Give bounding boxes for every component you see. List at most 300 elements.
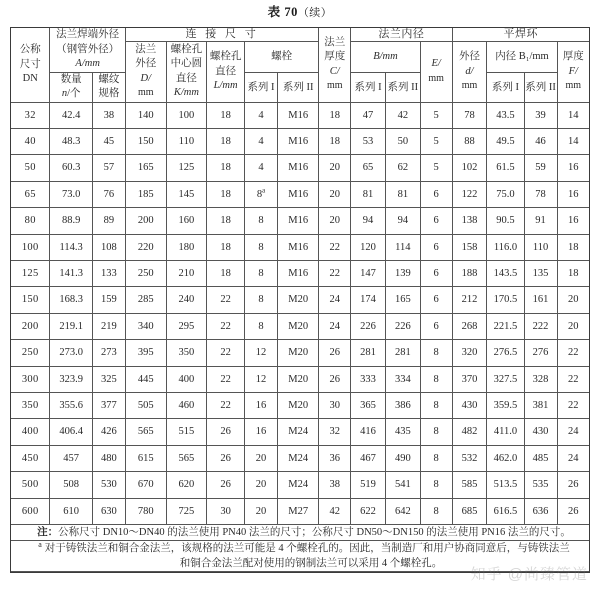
cell-d: 250 xyxy=(125,260,166,286)
cell-dn: 600 xyxy=(11,498,50,524)
cell-a1: 273.0 xyxy=(50,340,92,366)
table-row xyxy=(11,234,589,260)
cell-bb2: 276 xyxy=(524,340,557,366)
cell-f: 16 xyxy=(557,208,589,234)
cell-a1: 355.6 xyxy=(50,392,92,418)
cell-a1: 457 xyxy=(50,445,92,471)
cell-bb1: 143.5 xyxy=(487,260,524,286)
cell-f: 26 xyxy=(557,498,589,524)
cell-f: 26 xyxy=(557,472,589,498)
cell-n: 8 xyxy=(245,234,278,260)
header-thickness-f-line3: mm xyxy=(565,80,582,91)
cell-l: 18 xyxy=(207,260,245,286)
cell-bb1: 116.0 xyxy=(487,234,524,260)
table-row xyxy=(11,419,589,445)
note-lead: 注： xyxy=(37,527,59,538)
header-row-groups xyxy=(11,28,589,42)
cell-b1: 365 xyxy=(351,392,386,418)
cell-k: 100 xyxy=(166,102,207,128)
table-row xyxy=(11,102,589,128)
cell-thread: M16 xyxy=(278,260,319,286)
header-group-flange-id: 法兰内径 xyxy=(351,28,452,42)
cell-e: 6 xyxy=(420,313,452,339)
header-bolt-hole-dia-line3: L/mm xyxy=(213,80,238,91)
header-dn-line1: 公称 xyxy=(19,44,41,55)
cell-k: 145 xyxy=(166,181,207,207)
table-row xyxy=(11,498,589,524)
header-outer-d xyxy=(452,42,487,103)
cell-a2: 273 xyxy=(92,340,125,366)
header-thickness-f xyxy=(557,42,589,103)
header-flange-od-line4: mm xyxy=(137,87,154,99)
cell-bb1: 276.5 xyxy=(487,340,524,366)
header-bolt-circle-line1: 螺栓孔 xyxy=(170,43,203,55)
cell-a2: 108 xyxy=(92,234,125,260)
cell-bb2: 430 xyxy=(524,419,557,445)
header-bolt-hole-dia-line2: 直径 xyxy=(215,65,237,77)
cell-e: 8 xyxy=(420,419,452,445)
cell-a1: 42.4 xyxy=(50,102,92,128)
cell-k: 160 xyxy=(166,208,207,234)
header-e-mm xyxy=(420,42,452,103)
cell-c: 18 xyxy=(319,128,351,154)
cell-bb2: 135 xyxy=(524,260,557,286)
cell-bb1: 411.0 xyxy=(487,419,524,445)
table-row xyxy=(11,181,589,207)
cell-b2: 334 xyxy=(385,366,420,392)
header-dn-line3: DN xyxy=(22,73,38,84)
table-row xyxy=(11,366,589,392)
cell-od: 532 xyxy=(452,445,487,471)
cell-thread: M24 xyxy=(278,419,319,445)
header-e-mm-line2: mm xyxy=(428,72,444,84)
cell-d: 670 xyxy=(125,472,166,498)
cell-bb1: 49.5 xyxy=(487,128,524,154)
cell-c: 30 xyxy=(319,392,351,418)
cell-od: 482 xyxy=(452,419,487,445)
cell-d: 140 xyxy=(125,102,166,128)
cell-a2: 45 xyxy=(92,128,125,154)
cell-n: 8 xyxy=(245,208,278,234)
cell-thread: M16 xyxy=(278,102,319,128)
table-row xyxy=(11,392,589,418)
header-bolt-count xyxy=(50,72,92,102)
cell-b2: 62 xyxy=(385,155,420,181)
cell-a2: 480 xyxy=(92,445,125,471)
cell-dn: 450 xyxy=(11,445,50,471)
cell-b2: 642 xyxy=(385,498,420,524)
cell-bb2: 328 xyxy=(524,366,557,392)
cell-e: 5 xyxy=(420,102,452,128)
cell-bb1: 90.5 xyxy=(487,208,524,234)
cell-c: 26 xyxy=(319,340,351,366)
cell-c: 24 xyxy=(319,313,351,339)
cell-bb2: 78 xyxy=(524,181,557,207)
cell-n: 8 xyxy=(245,287,278,313)
table-container xyxy=(10,27,590,573)
cell-a1: 88.9 xyxy=(50,208,92,234)
cell-bb1: 359.5 xyxy=(487,392,524,418)
cell-f: 14 xyxy=(557,102,589,128)
header-bolt-count-line1: 数量 xyxy=(60,73,82,85)
cell-e: 8 xyxy=(420,445,452,471)
cell-a1: 610 xyxy=(50,498,92,524)
cell-thread: M16 xyxy=(278,181,319,207)
cell-b2: 81 xyxy=(385,181,420,207)
table-title-label: 表 xyxy=(267,5,281,19)
cell-dn: 40 xyxy=(11,128,50,154)
cell-l: 18 xyxy=(207,234,245,260)
header-bolt-circle xyxy=(166,42,207,103)
cell-c: 20 xyxy=(319,155,351,181)
cell-b2: 42 xyxy=(385,102,420,128)
cell-e: 5 xyxy=(420,155,452,181)
cell-l: 22 xyxy=(207,392,245,418)
cell-f: 14 xyxy=(557,128,589,154)
cell-c: 32 xyxy=(319,419,351,445)
cell-a1: 168.3 xyxy=(50,287,92,313)
cell-b1: 120 xyxy=(351,234,386,260)
table-row xyxy=(11,208,589,234)
cell-k: 350 xyxy=(166,340,207,366)
header-flange-id-series-2: 系列 II xyxy=(278,72,319,102)
header-outer-d-line3: mm xyxy=(461,80,478,91)
cell-d: 220 xyxy=(125,234,166,260)
cell-b2: 50 xyxy=(385,128,420,154)
cell-f: 22 xyxy=(557,340,589,366)
cell-l: 30 xyxy=(207,498,245,524)
cell-thread: M24 xyxy=(278,445,319,471)
header-thread-spec-line1: 螺纹 xyxy=(98,73,120,85)
header-thickness-c-line1: 法兰 xyxy=(324,36,346,48)
cell-c: 38 xyxy=(319,472,351,498)
cell-thread: M16 xyxy=(278,155,319,181)
cell-od: 138 xyxy=(452,208,487,234)
cell-c: 22 xyxy=(319,260,351,286)
cell-b1: 147 xyxy=(351,260,386,286)
cell-a2: 76 xyxy=(92,181,125,207)
cell-b2: 94 xyxy=(385,208,420,234)
cell-e: 5 xyxy=(420,128,452,154)
cell-l: 26 xyxy=(207,445,245,471)
cell-l: 18 xyxy=(207,208,245,234)
cell-a1: 141.3 xyxy=(50,260,92,286)
cell-e: 8 xyxy=(420,366,452,392)
cell-od: 320 xyxy=(452,340,487,366)
cell-bb2: 535 xyxy=(524,472,557,498)
table-row xyxy=(11,287,589,313)
cell-k: 110 xyxy=(166,128,207,154)
table-row xyxy=(11,128,589,154)
flange-dimensions-table xyxy=(11,28,589,572)
header-dn-line2: 尺寸 xyxy=(19,58,41,70)
header-weld-od-series-2: 系列 II xyxy=(524,72,557,102)
cell-a2: 89 xyxy=(92,208,125,234)
note-text xyxy=(11,525,589,540)
header-bolt-hole-dia xyxy=(207,42,245,103)
cell-l: 18 xyxy=(207,155,245,181)
cell-thread: M16 xyxy=(278,128,319,154)
cell-bb2: 39 xyxy=(524,102,557,128)
cell-b1: 519 xyxy=(351,472,386,498)
cell-bb1: 75.0 xyxy=(487,181,524,207)
cell-n: 20 xyxy=(245,445,278,471)
cell-c: 42 xyxy=(319,498,351,524)
cell-b2: 281 xyxy=(385,340,420,366)
cell-a2: 219 xyxy=(92,313,125,339)
cell-dn: 32 xyxy=(11,102,50,128)
cell-l: 18 xyxy=(207,181,245,207)
footnote-row xyxy=(11,541,589,572)
header-bolt-count-line2: n/个 xyxy=(61,88,81,99)
header-bolt-circle-line2: 中心圆 xyxy=(170,58,203,70)
footnote-marker: a xyxy=(38,539,42,549)
cell-f: 18 xyxy=(557,260,589,286)
cell-b2: 435 xyxy=(385,419,420,445)
cell-bb1: 221.5 xyxy=(487,313,524,339)
cell-od: 430 xyxy=(452,392,487,418)
cell-thread: M20 xyxy=(278,340,319,366)
cell-f: 24 xyxy=(557,419,589,445)
cell-d: 185 xyxy=(125,181,166,207)
header-b-mm: B/mm xyxy=(351,42,421,73)
header-group-lap-ring: 平焊环 xyxy=(452,28,589,42)
cell-bb1: 462.0 xyxy=(487,445,524,471)
cell-bb2: 485 xyxy=(524,445,557,471)
header-bolt-circle-line4: K/mm xyxy=(173,87,199,99)
cell-f: 16 xyxy=(557,181,589,207)
header-flange-od-line3: D/ xyxy=(140,72,151,84)
cell-b1: 53 xyxy=(351,128,386,154)
table-row xyxy=(11,313,589,339)
cell-e: 8 xyxy=(420,498,452,524)
cell-n: 12 xyxy=(245,366,278,392)
cell-bb2: 110 xyxy=(524,234,557,260)
cell-e: 8 xyxy=(420,472,452,498)
table-title xyxy=(0,0,600,27)
cell-od: 188 xyxy=(452,260,487,286)
cell-b1: 174 xyxy=(351,287,386,313)
header-flange-od xyxy=(125,42,166,103)
cell-b1: 65 xyxy=(351,155,386,181)
cell-f: 20 xyxy=(557,313,589,339)
cell-bb2: 222 xyxy=(524,313,557,339)
cell-n: 4 xyxy=(245,128,278,154)
table-row xyxy=(11,445,589,471)
cell-a2: 325 xyxy=(92,366,125,392)
cell-b1: 622 xyxy=(351,498,386,524)
header-flange-od-line1: 法兰 xyxy=(135,43,157,55)
header-group-connection: 连 接 尺 寸 xyxy=(125,28,318,42)
cell-n: 4 xyxy=(245,102,278,128)
cell-k: 620 xyxy=(166,472,207,498)
cell-k: 240 xyxy=(166,287,207,313)
table-header xyxy=(11,28,589,102)
header-thickness-c-line3: C/ xyxy=(329,65,340,77)
cell-thread: M20 xyxy=(278,287,319,313)
cell-thread: M16 xyxy=(278,234,319,260)
cell-e: 6 xyxy=(420,234,452,260)
cell-k: 400 xyxy=(166,366,207,392)
cell-thread: M27 xyxy=(278,498,319,524)
cell-f: 20 xyxy=(557,287,589,313)
cell-n: 16 xyxy=(245,392,278,418)
cell-b1: 281 xyxy=(351,340,386,366)
cell-n: 16 xyxy=(245,419,278,445)
header-lap-ring-series-1: 系列 I xyxy=(351,72,386,102)
table-row xyxy=(11,155,589,181)
header-thickness-f-line2: F/ xyxy=(568,65,578,77)
cell-k: 515 xyxy=(166,419,207,445)
cell-c: 22 xyxy=(319,234,351,260)
note-cell xyxy=(11,525,589,541)
cell-a2: 57 xyxy=(92,155,125,181)
cell-n: 12 xyxy=(245,340,278,366)
cell-dn: 80 xyxy=(11,208,50,234)
cell-d: 505 xyxy=(125,392,166,418)
cell-dn: 100 xyxy=(11,234,50,260)
table-row xyxy=(11,340,589,366)
cell-a2: 159 xyxy=(92,287,125,313)
header-flange-id-series-1: 系列 I xyxy=(245,72,278,102)
cell-b1: 47 xyxy=(351,102,386,128)
cell-bb2: 46 xyxy=(524,128,557,154)
cell-k: 295 xyxy=(166,313,207,339)
cell-bb1: 43.5 xyxy=(487,102,524,128)
cell-a2: 133 xyxy=(92,260,125,286)
cell-a2: 530 xyxy=(92,472,125,498)
table-body xyxy=(11,102,589,525)
header-group-weld-od-line1: 法兰焊端外径 xyxy=(56,29,120,40)
header-thickness-c xyxy=(319,28,351,102)
cell-a2: 377 xyxy=(92,392,125,418)
cell-bb2: 636 xyxy=(524,498,557,524)
cell-l: 26 xyxy=(207,419,245,445)
cell-k: 460 xyxy=(166,392,207,418)
cell-b2: 165 xyxy=(385,287,420,313)
cell-l: 22 xyxy=(207,313,245,339)
cell-od: 212 xyxy=(452,287,487,313)
table-row xyxy=(11,472,589,498)
cell-thread: M16 xyxy=(278,208,319,234)
cell-bb2: 91 xyxy=(524,208,557,234)
cell-c: 24 xyxy=(319,287,351,313)
note-body: 公称尺寸 DN10～DN40 的法兰使用 PN40 法兰的尺寸；公称尺寸 DN50～DN150 的法兰使用 PN16 法兰的尺寸。 xyxy=(58,527,571,538)
cell-b1: 416 xyxy=(351,419,386,445)
cell-f: 18 xyxy=(557,234,589,260)
cell-b2: 139 xyxy=(385,260,420,286)
cell-od: 102 xyxy=(452,155,487,181)
cell-n: 20 xyxy=(245,498,278,524)
header-group-weld-od-unit: A/mm xyxy=(75,58,100,69)
cell-bb2: 161 xyxy=(524,287,557,313)
cell-l: 22 xyxy=(207,366,245,392)
header-group-weld-od xyxy=(50,28,125,72)
cell-c: 18 xyxy=(319,102,351,128)
cell-od: 122 xyxy=(452,181,487,207)
cell-thread: M20 xyxy=(278,366,319,392)
cell-d: 200 xyxy=(125,208,166,234)
cell-k: 565 xyxy=(166,445,207,471)
cell-d: 340 xyxy=(125,313,166,339)
cell-a1: 73.0 xyxy=(50,181,92,207)
cell-e: 6 xyxy=(420,287,452,313)
header-group-weld-od-line2: （钢管外径） xyxy=(56,43,120,55)
header-outer-d-line2: d/ xyxy=(465,65,474,77)
cell-d: 395 xyxy=(125,340,166,366)
cell-bb1: 61.5 xyxy=(487,155,524,181)
cell-b2: 541 xyxy=(385,472,420,498)
cell-f: 16 xyxy=(557,155,589,181)
header-thickness-c-line2: 厚度 xyxy=(324,51,346,63)
cell-b2: 490 xyxy=(385,445,420,471)
cell-b2: 114 xyxy=(385,234,420,260)
note-row xyxy=(11,525,589,541)
cell-a2: 426 xyxy=(92,419,125,445)
cell-a1: 508 xyxy=(50,472,92,498)
cell-thread: M20 xyxy=(278,313,319,339)
cell-dn: 65 xyxy=(11,181,50,207)
cell-d: 165 xyxy=(125,155,166,181)
cell-bb1: 616.5 xyxy=(487,498,524,524)
cell-k: 725 xyxy=(166,498,207,524)
cell-l: 18 xyxy=(207,128,245,154)
cell-k: 125 xyxy=(166,155,207,181)
cell-e: 8 xyxy=(420,340,452,366)
cell-l: 22 xyxy=(207,340,245,366)
footnote-text xyxy=(11,541,589,571)
header-thickness-c-line4: mm xyxy=(326,80,343,92)
cell-bb2: 59 xyxy=(524,155,557,181)
cell-n: 20 xyxy=(245,472,278,498)
cell-b1: 467 xyxy=(351,445,386,471)
cell-a1: 323.9 xyxy=(50,366,92,392)
cell-od: 370 xyxy=(452,366,487,392)
header-bolt-circle-line3: 直径 xyxy=(175,72,197,84)
cell-a1: 114.3 xyxy=(50,234,92,260)
cell-e: 6 xyxy=(420,208,452,234)
cell-k: 210 xyxy=(166,260,207,286)
cell-dn: 400 xyxy=(11,419,50,445)
cell-a2: 38 xyxy=(92,102,125,128)
cell-e: 8 xyxy=(420,392,452,418)
cell-e: 6 xyxy=(420,260,452,286)
cell-bb1: 327.5 xyxy=(487,366,524,392)
cell-l: 18 xyxy=(207,102,245,128)
cell-dn: 500 xyxy=(11,472,50,498)
cell-od: 78 xyxy=(452,102,487,128)
cell-bb1: 513.5 xyxy=(487,472,524,498)
cell-d: 445 xyxy=(125,366,166,392)
table-title-suffix: （续） xyxy=(297,7,333,19)
header-flange-od-line2: 外径 xyxy=(135,58,157,70)
cell-c: 20 xyxy=(319,181,351,207)
cell-n: 8 xyxy=(245,313,278,339)
footnote-ref: a xyxy=(262,186,266,195)
cell-c: 26 xyxy=(319,366,351,392)
cell-f: 22 xyxy=(557,366,589,392)
cell-d: 285 xyxy=(125,287,166,313)
cell-b1: 94 xyxy=(351,208,386,234)
cell-a1: 48.3 xyxy=(50,128,92,154)
cell-a1: 406.4 xyxy=(50,419,92,445)
cell-od: 585 xyxy=(452,472,487,498)
cell-dn: 200 xyxy=(11,313,50,339)
header-group-bolt: 螺栓 xyxy=(245,42,319,73)
cell-a1: 60.3 xyxy=(50,155,92,181)
table-row xyxy=(11,260,589,286)
footnote-cell xyxy=(11,541,589,572)
